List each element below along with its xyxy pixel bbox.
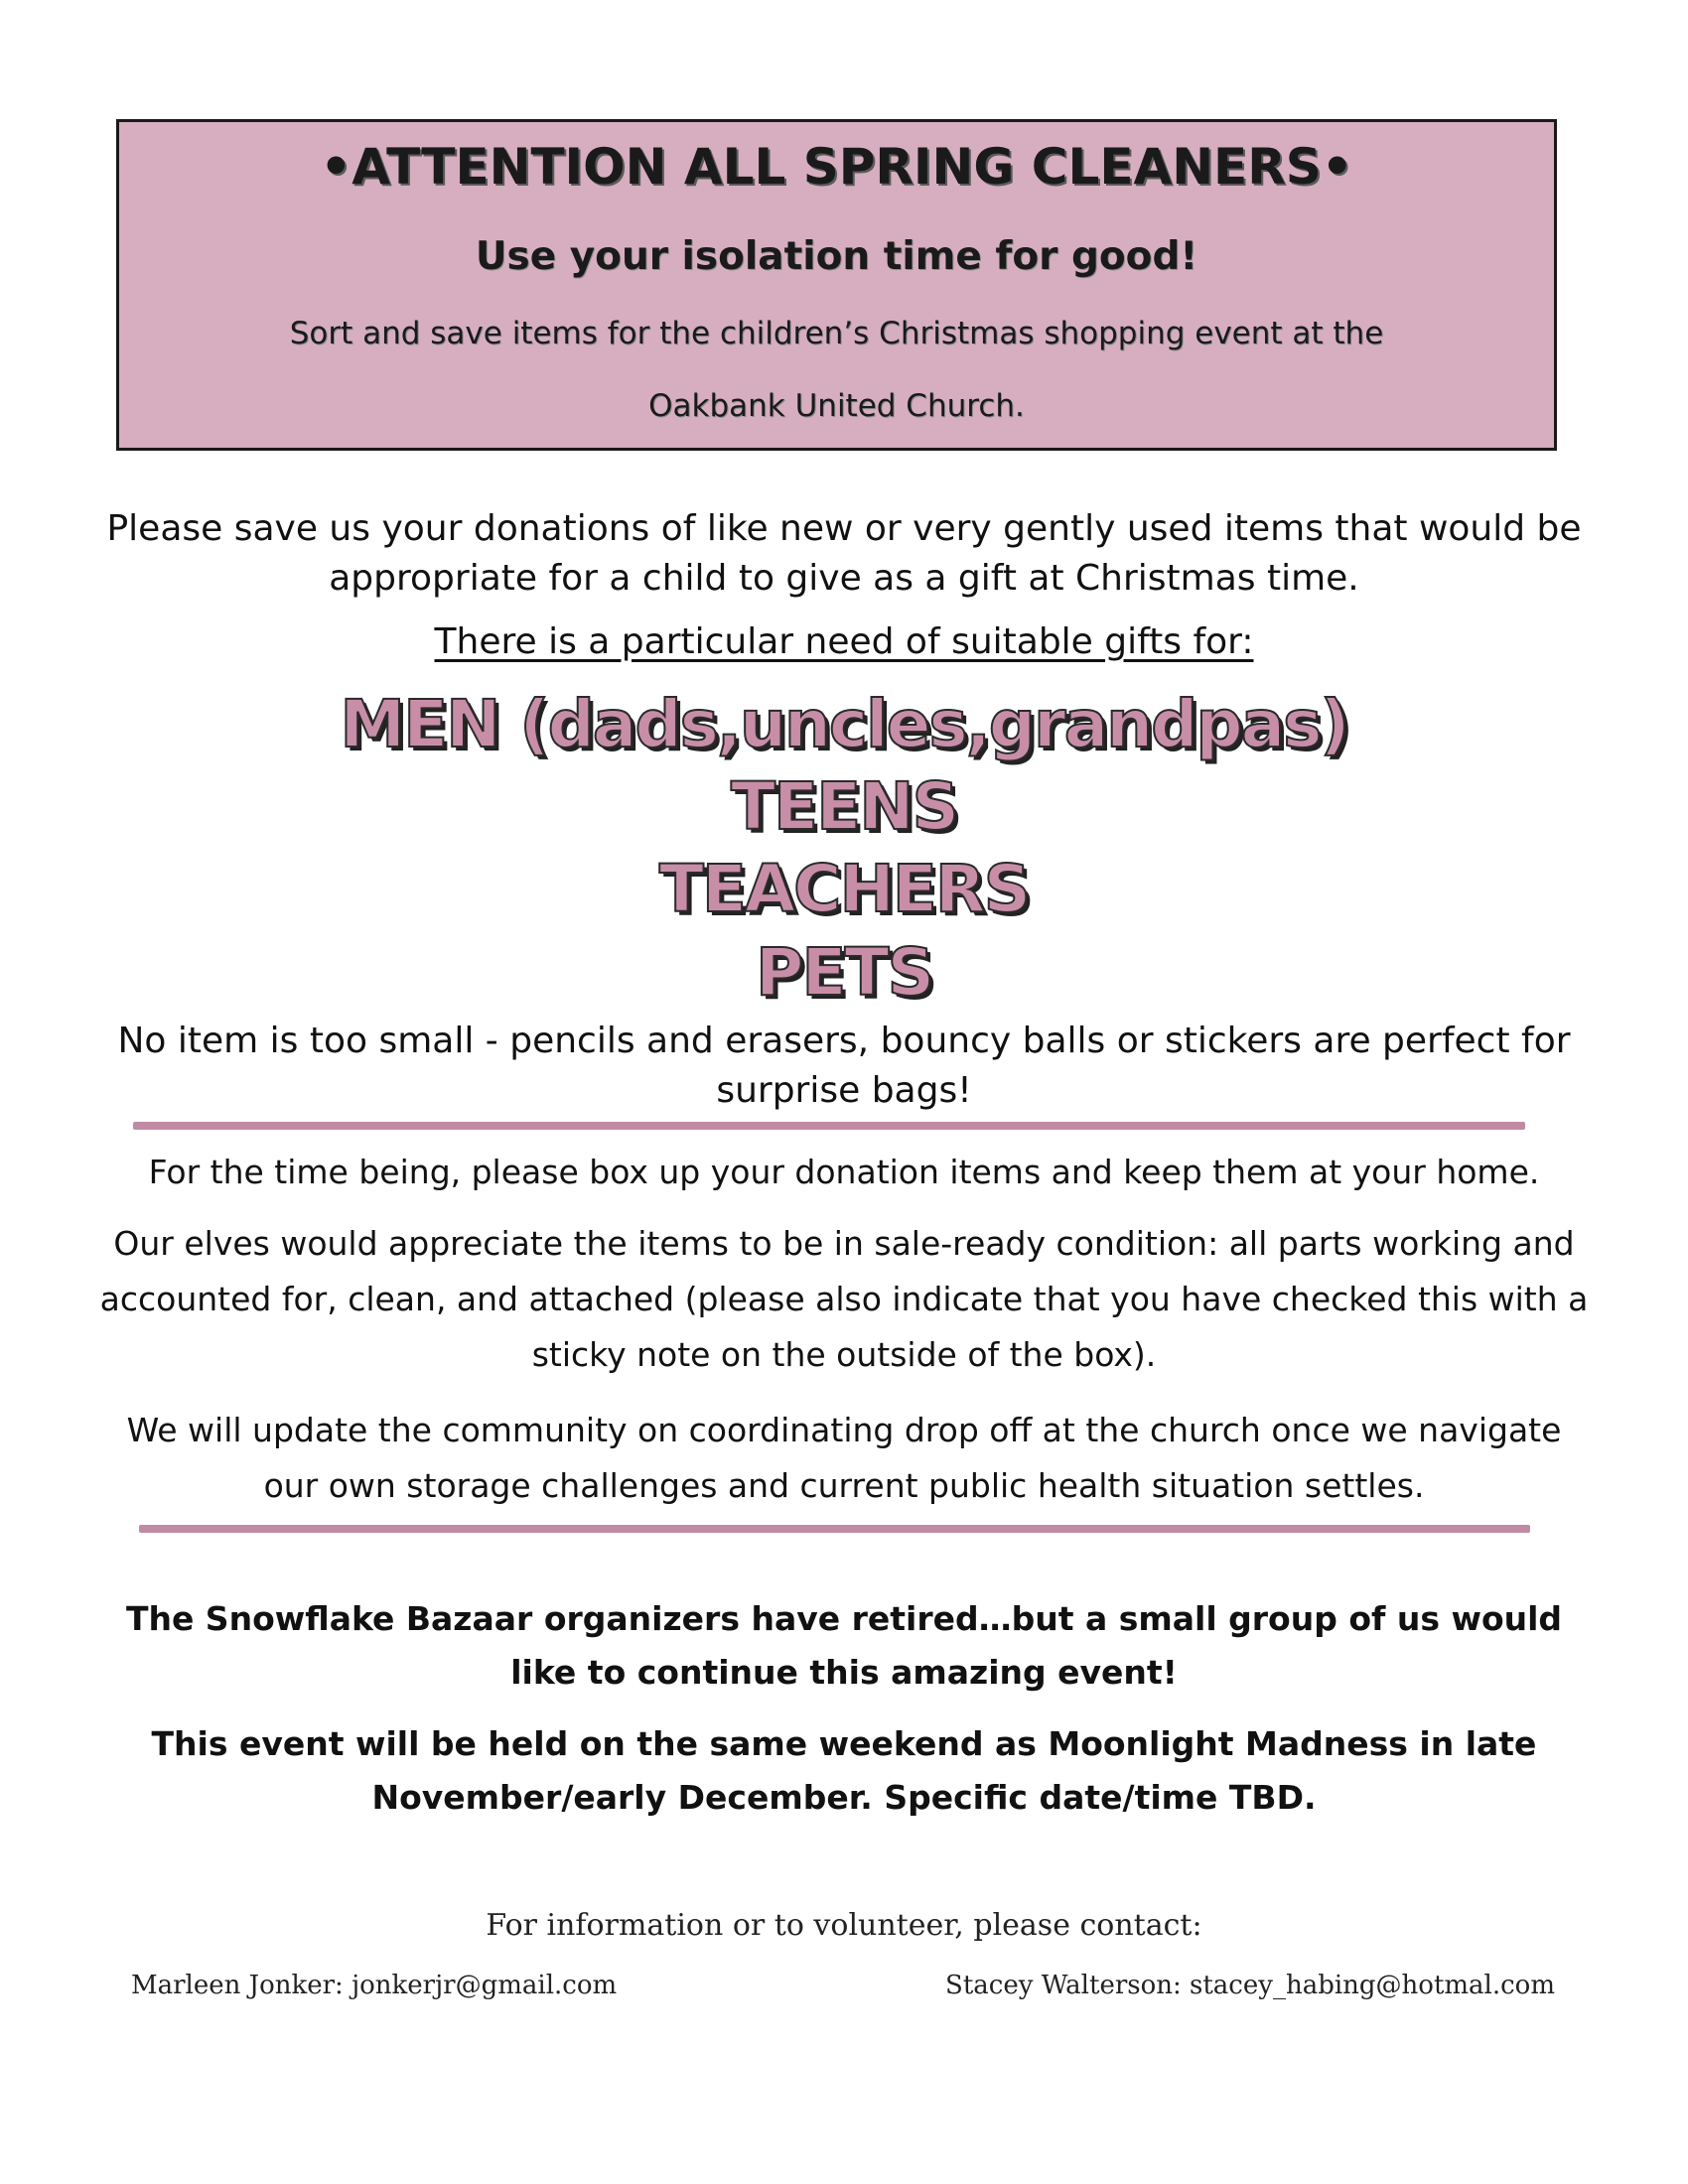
contact-stacey: Stacey Walterson: stacey_habing@hotmal.com (945, 1971, 1555, 2000)
divider-top (133, 1122, 1525, 1130)
divider-bottom (139, 1525, 1530, 1533)
banner-line-2: Oakbank United Church. (648, 388, 1025, 424)
banner-title: •ATTENTION ALL SPRING CLEANERS• (320, 138, 1353, 196)
instruction-drop-off: We will update the community on coordinating drop off at the church once we navigate our own storage challenges and current public health situation settles. (126, 1411, 1562, 1505)
announcement-event-date: This event will be held on the same weekend as Moonlight Madness in late November/early December. Specific date/time TBD. (151, 1724, 1537, 1817)
instruction-sale-ready: Our elves would appreciate the items to be in sale-ready condition: all parts working and accounted for, clean, and attached (please also indicate that you have checked this with a sticky note on the outside of the box). (99, 1224, 1589, 1374)
banner-line-1: Sort and save items for the children’s Christmas shopping event at the (289, 316, 1384, 351)
intro-paragraph: Please save us your donations of like new or very gently used items that would be appropriate for a child to give as a gift at Christmas time. (106, 508, 1582, 599)
banner-subtitle: Use your isolation time for good! (475, 234, 1198, 279)
announcement-organizers: The Snowflake Bazaar organizers have retired…but a small group of us would like to continue this amazing event! (125, 1599, 1563, 1692)
attention-banner (116, 119, 1557, 451)
gift-category-teens: TEENS (731, 768, 957, 845)
contact-heading: For information or to volunteer, please contact: (486, 1908, 1202, 1943)
contact-marleen: Marleen Jonker: jonkerjr@gmail.com (131, 1971, 618, 2000)
instruction-box-up: For the time being, please box up your donation items and keep them at your home. (148, 1153, 1540, 1191)
small-items-note: No item is too small - pencils and erasers, bouncy balls or stickers are perfect for surprise bags! (117, 1021, 1571, 1111)
gift-category-pets: PETS (755, 934, 932, 1011)
gift-category-teachers: TEACHERS (658, 851, 1030, 927)
gift-category-men: MEN (dads,uncles,grandpas) (340, 686, 1348, 762)
need-heading: There is a particular need of suitable gifts for: (434, 621, 1254, 662)
